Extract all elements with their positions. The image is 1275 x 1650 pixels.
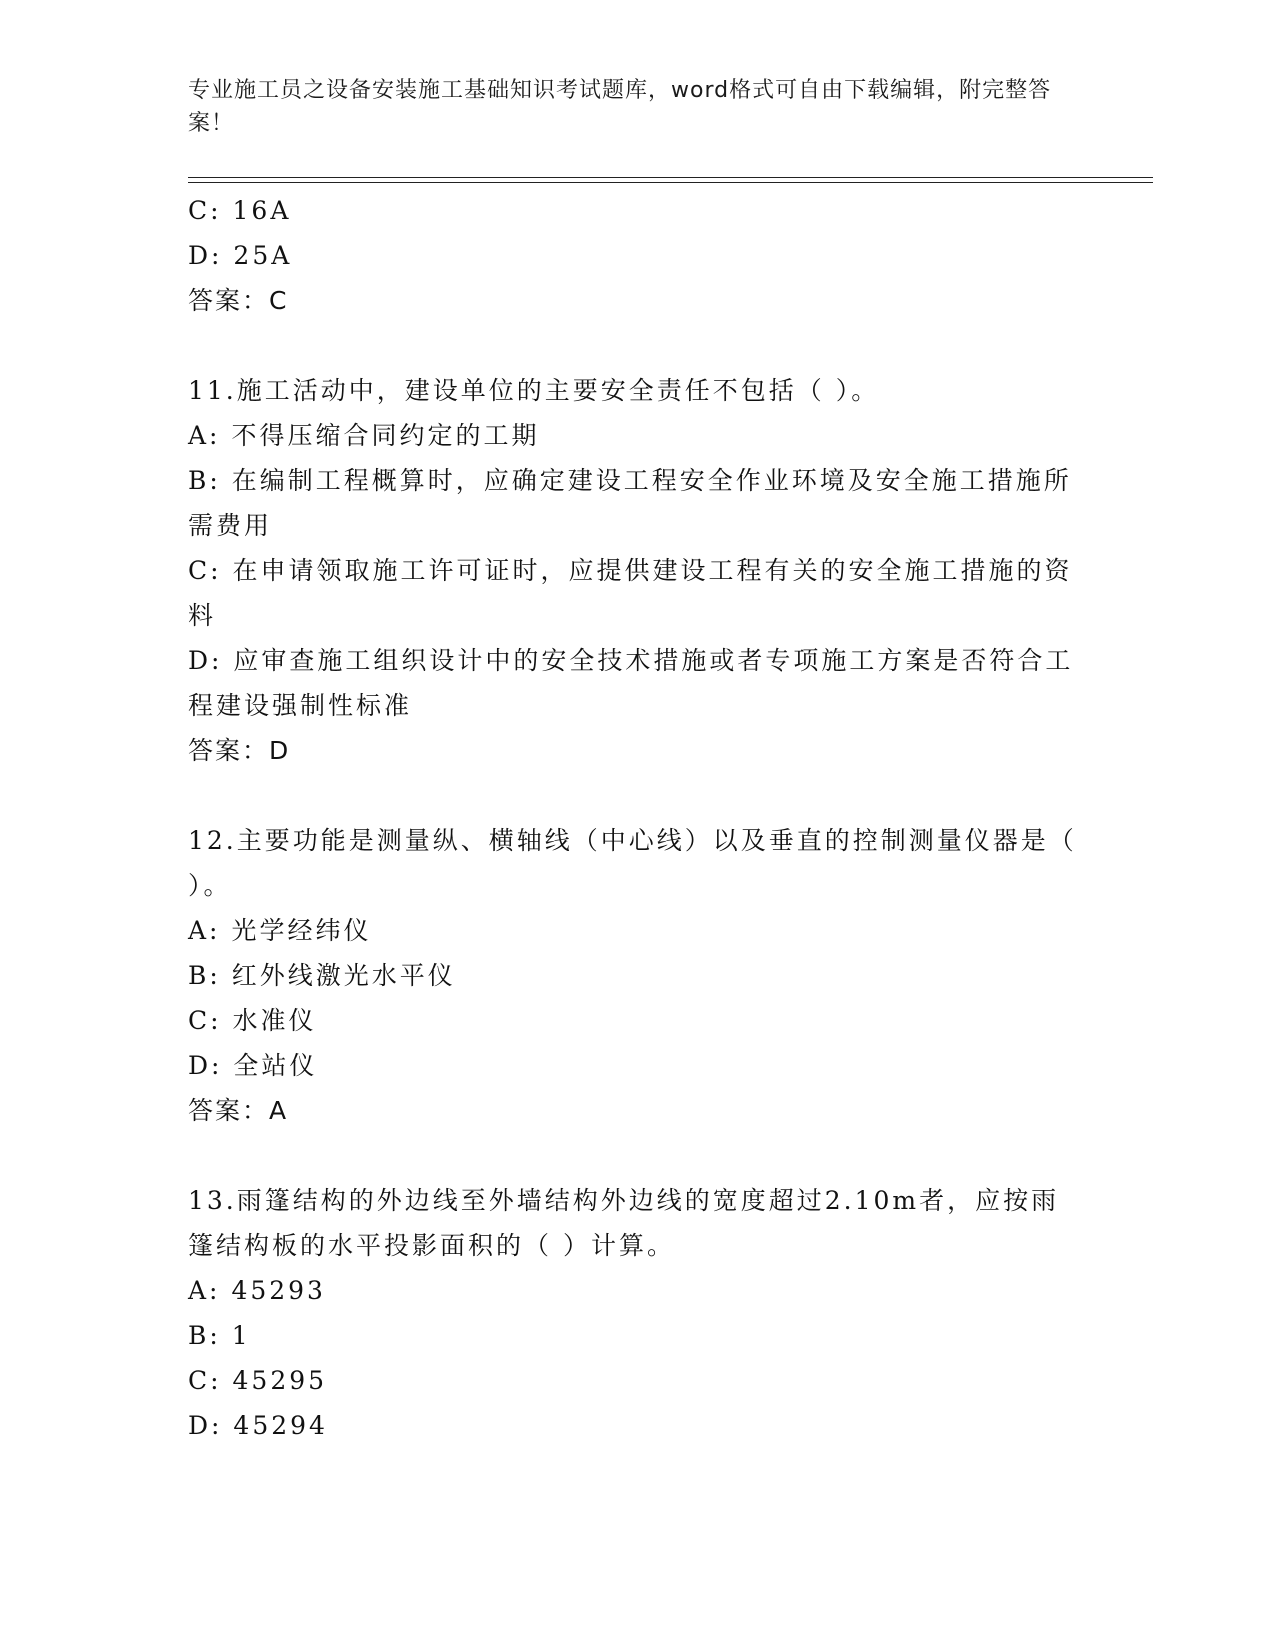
answer-line: 答案：C: [188, 286, 289, 315]
page-header: 专业施工员之设备安装施工基础知识考试题库，word格式可自由下载编辑，附完整答案！: [188, 78, 1052, 136]
option-c: C: 45295: [188, 1366, 328, 1395]
option-a: A: 光学经纬仪: [188, 916, 372, 945]
option-c: C: 在申请领取施工许可证时，应提供建设工程有关的安全施工措施的资料: [188, 556, 1073, 630]
option-c: C: 16A: [188, 196, 292, 225]
question-stem: 12.主要功能是测量纵、横轴线（中心线）以及垂直的控制测量仪器是（ ）。: [188, 826, 1077, 900]
option-c: C: 水准仪: [188, 1006, 317, 1035]
option-a: A: 不得压缩合同约定的工期: [188, 421, 540, 450]
option-d: D: 25A: [188, 241, 293, 270]
option-b: B: 1: [188, 1321, 251, 1350]
answer-line: 答案：A: [188, 1096, 289, 1125]
option-d: D: 应审查施工组织设计中的安全技术措施或者专项施工方案是否符合工程建设强制性标准: [188, 646, 1074, 720]
option-d: D: 全站仪: [188, 1051, 318, 1080]
question-content: [188, 188, 1078, 1448]
option-b: B: 红外线激光水平仪: [188, 961, 456, 990]
option-b: B: 在编制工程概算时，应确定建设工程安全作业环境及安全施工措施所需费用: [188, 466, 1072, 540]
question-stem: 13.雨篷结构的外边线至外墙结构外边线的宽度超过2.10m者，应按雨篷结构板的水平投影面积的（ ）计算。: [188, 1186, 1060, 1260]
option-d: D: 45294: [188, 1411, 328, 1440]
answer-line: 答案：D: [188, 736, 291, 765]
option-a: A: 45293: [188, 1276, 326, 1305]
header-divider-bottom: [188, 182, 1153, 183]
header-divider-top: [188, 177, 1153, 178]
question-stem: 11.施工活动中，建设单位的主要安全责任不包括（ ）。: [188, 376, 880, 405]
